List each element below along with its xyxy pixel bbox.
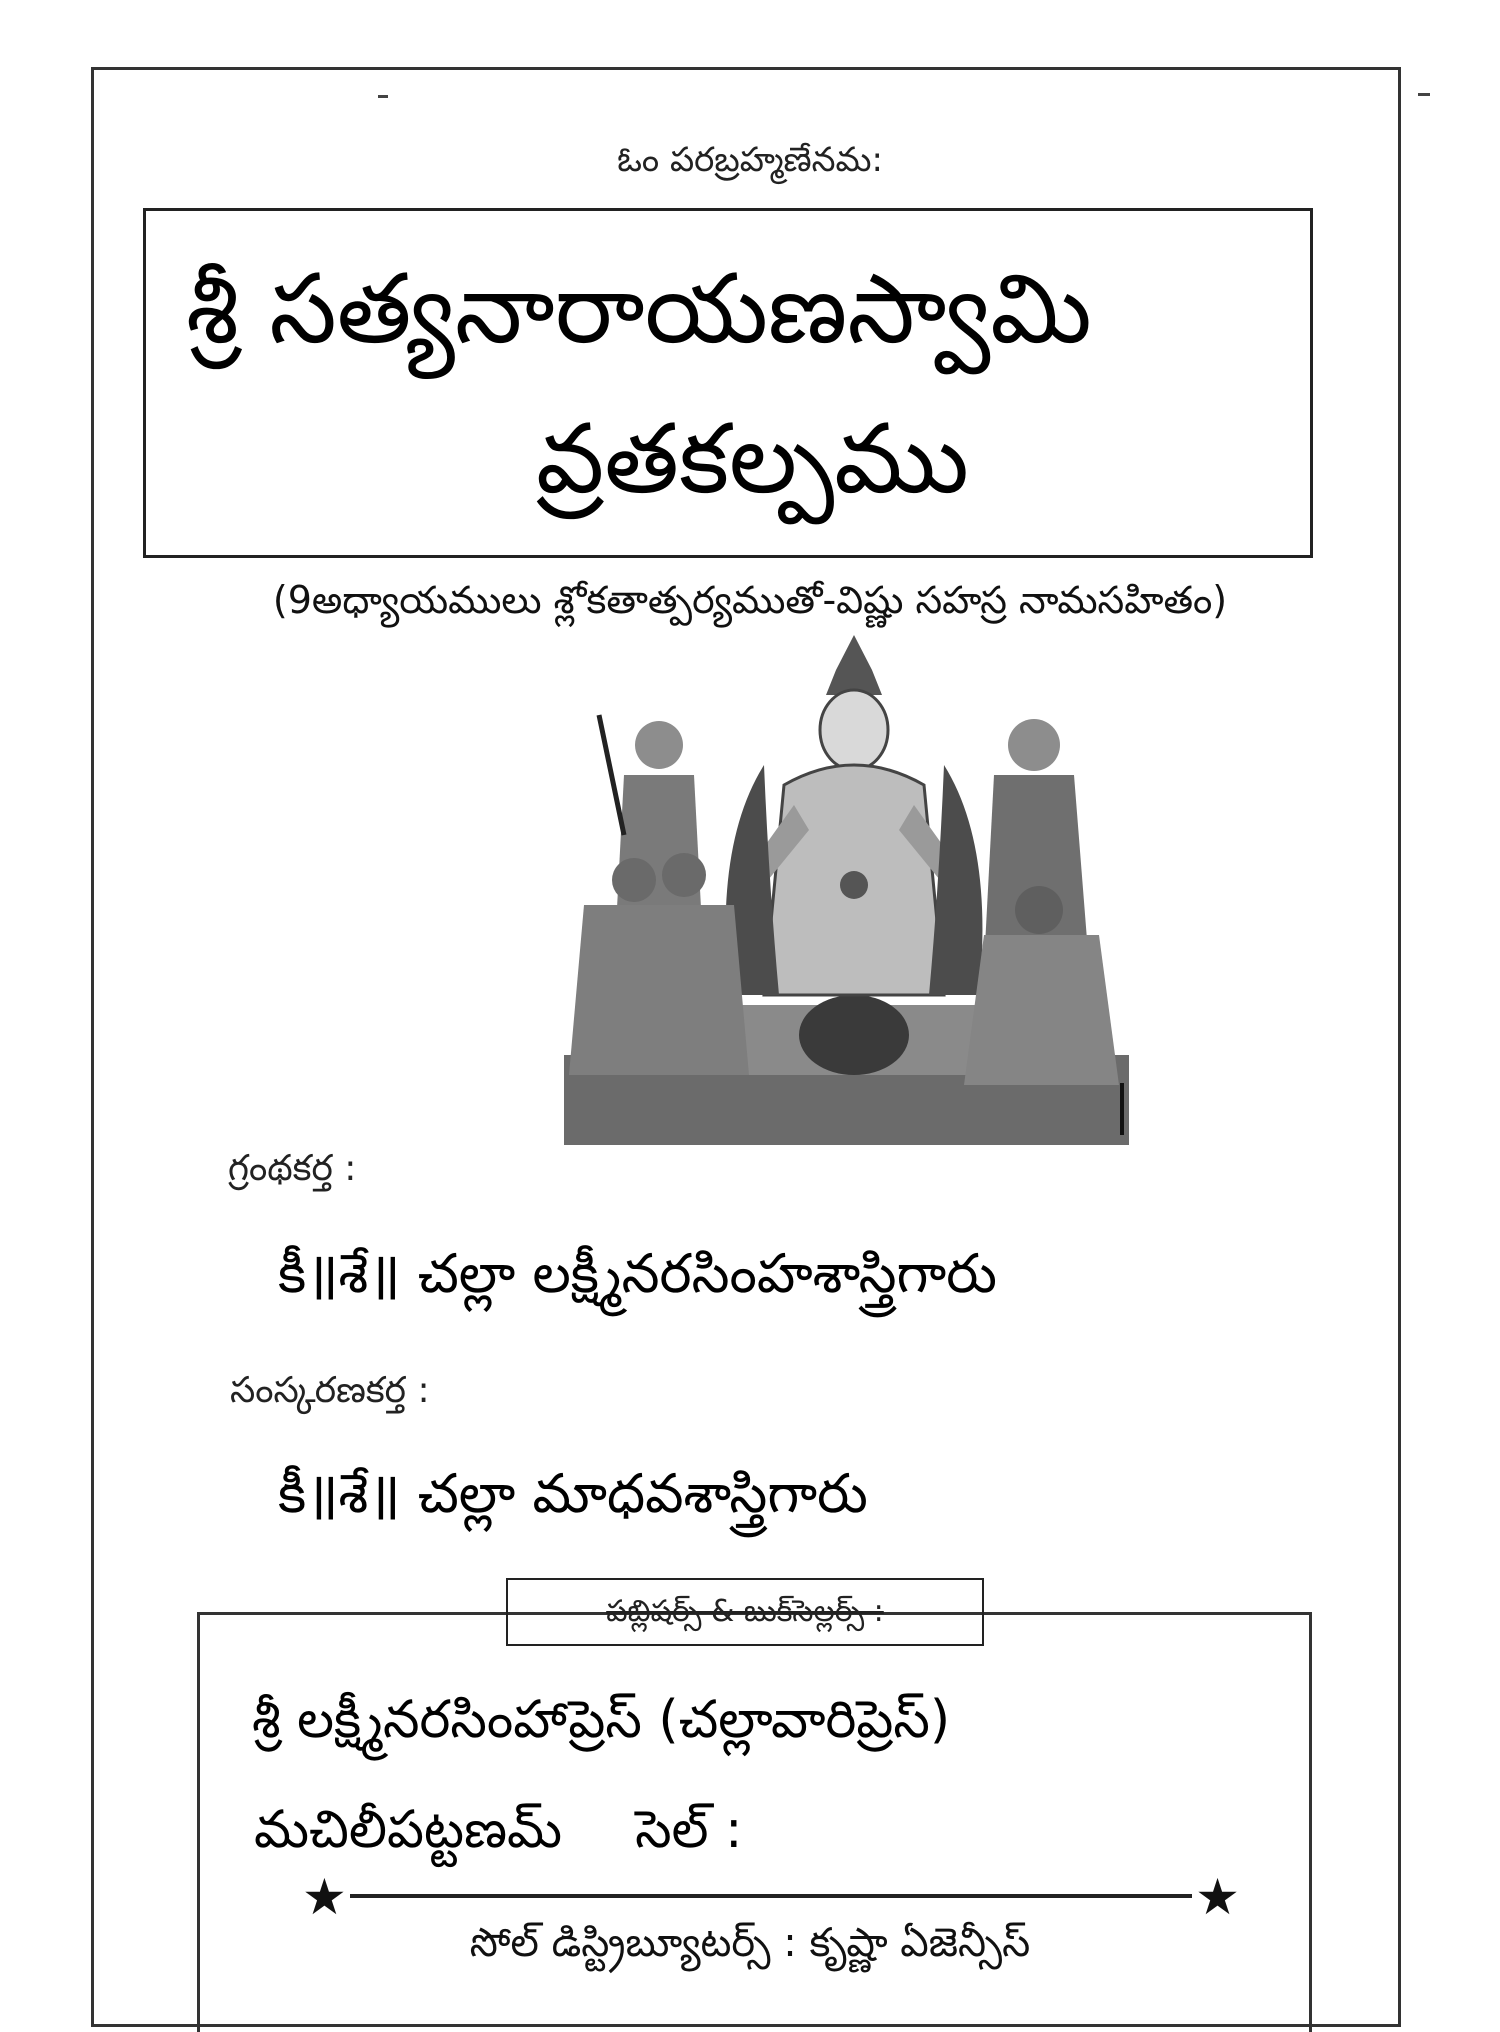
author-label: గ్రంథకర్త : (228, 1148, 357, 1189)
author-name: కీ॥శే॥ చల్లా లక్ష్మీనరసింహశాస్త్రిగారు (278, 1242, 997, 1305)
publishers-tag: పబ్లిషర్స్ & బుక్‌సెల్లర్స్ : (506, 1578, 984, 1646)
reviser-label: సంస్కరణకర్త : (230, 1370, 430, 1411)
press-name: శ్రీ లక్ష్మీనరసింహాప్రెస్ (చల్లావారిప్రెస్) (252, 1690, 951, 1750)
city-name: మచిలీపట్టణమ్ (254, 1800, 563, 1860)
scan-mark-left (378, 95, 388, 98)
distributor-line: సోల్ డిస్ట్రిబ్యూటర్స్ : కృష్ణా ఏజెన్సీస్ (469, 1920, 1031, 1966)
divider-line (350, 1894, 1192, 1898)
book-title-line-2: వ్రతకల్పము (536, 403, 969, 515)
book-title-line-1: శ్రీ సత్యనారాయణస్వామి (186, 253, 1092, 365)
scan-mark-right (1418, 93, 1430, 96)
invocation-text: ఓం పరబ్రహ్మణేనమ: (617, 140, 883, 180)
deity-worship-illustration-icon (564, 635, 1129, 1145)
book-subtitle: (9అధ్యాయములు శ్లోకతాత్పర్యముతో-విష్ణు సహస్ర నామసహితం) (272, 578, 1228, 622)
star-icon: ★ (1195, 1868, 1240, 1926)
title-box (143, 208, 1313, 558)
star-icon: ★ (302, 1868, 347, 1926)
city-cell-line (254, 1800, 743, 1873)
divider-row (302, 1868, 1240, 1926)
cell-label: సెల్ : (635, 1800, 743, 1860)
reviser-name: కీ॥శే॥ చల్లా మాధవశాస్త్రిగారు (278, 1462, 868, 1525)
